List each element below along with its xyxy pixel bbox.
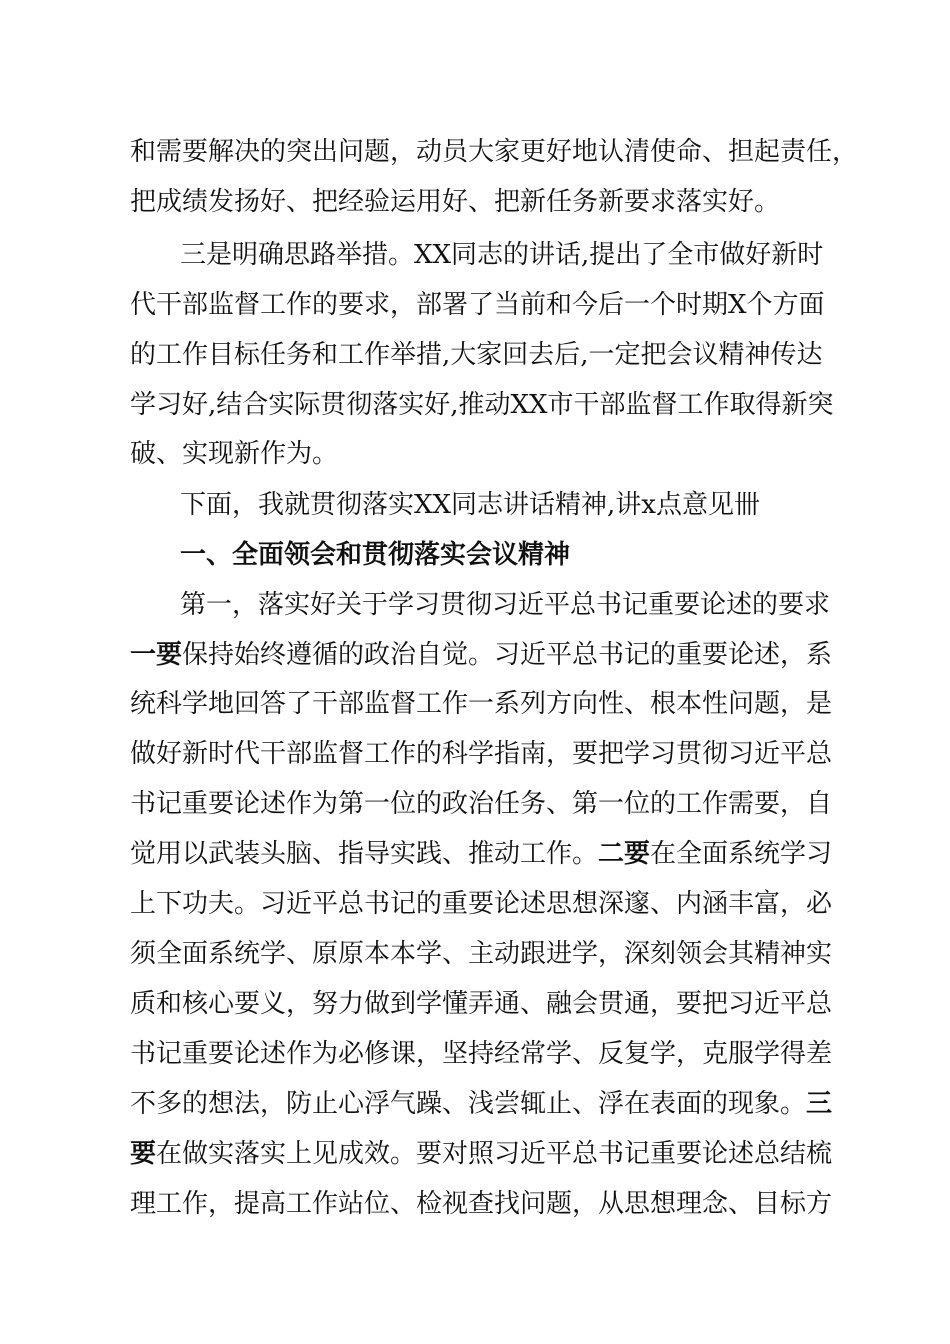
paragraph-line: 质和核心要义，努力做到学懂弄通、融会贯通，要把习近平总 (130, 989, 833, 1019)
paragraph-line: 统科学地回答了干部监督工作一系列方向性、根本性问题，是 (130, 689, 833, 719)
paragraph-line: 理工作，提高工作站位、检视查找问题，从思想理念、目标方 (130, 1189, 833, 1219)
line-text: 保持始终遵循的政治自觉。习近平总书记的重要论述，系 (182, 640, 833, 670)
subsection-heading: 第一，落实好关于学习贯彻习近平总书记重要论述的要求 (180, 590, 831, 620)
paragraph-line (130, 1136, 832, 1172)
paragraph-line: 须全面系统学、原原本本学、主动跟进学，深刻领会其精神实 (130, 939, 833, 969)
emphasis-text: 要 (130, 1139, 157, 1169)
emphasis-text: 三 (806, 1089, 833, 1119)
paragraph-line: 和需要解决的突出问题，动员大家更好地认清使命、担起责任， (130, 137, 859, 167)
paragraph-line: 做好新时代干部监督工作的科学指南，要把学习贯彻习近平总 (130, 739, 833, 769)
line-text: 在全面系统学习 (650, 839, 833, 869)
line-text: 在做实落实上见成效。要对照习近平总书记重要论述总结梳 (156, 1139, 833, 1169)
paragraph-line: 书记重要论述作为必修课，坚持经常学、反复学，克服学得差 (130, 1039, 833, 1069)
paragraph-line: 代干部监督工作的要求，部署了当前和今后一个时期X个方面 (130, 290, 825, 320)
emphasis-text: 一要 (130, 640, 183, 670)
paragraph-line (130, 637, 832, 673)
emphasis-text: 二要 (598, 839, 651, 869)
section-heading: 一、全面领会和贯彻落实会议精神 (180, 540, 571, 570)
paragraph-line: 书记重要论述作为第一位的政治任务、第一位的工作需要，自 (130, 789, 833, 819)
paragraph-line (130, 1086, 832, 1122)
paragraph-line: 学习好,结合实际贯彻落实好,推动XX市干部监督工作取得新突 (130, 390, 834, 420)
paragraph-line (130, 836, 832, 872)
line-text: 觉用以武装头脑、指导实践、推动工作。 (130, 839, 599, 869)
paragraph-line: 三是明确思路举措。XX同志的讲话,提出了全市做好新时 (180, 240, 824, 270)
paragraph-line: 破、实现新作为。 (130, 439, 339, 469)
paragraph-line: 下面，我就贯彻落实XX同志讲话精神,讲x点意见卌 (180, 490, 760, 520)
paragraph-line: 的工作目标任务和工作举措,大家回去后,一定把会议精神传达 (130, 340, 823, 370)
paragraph-line: 把成绩发扬好、把经验运用好、把新任务新要求落实好。 (130, 187, 781, 217)
line-text: 不多的想法，防止心浮气躁、浅尝辄止、浮在表面的现象。 (130, 1089, 807, 1119)
paragraph-line: 上下功夫。习近平总书记的重要论述思想深邃、内涵丰富，必 (130, 889, 833, 919)
